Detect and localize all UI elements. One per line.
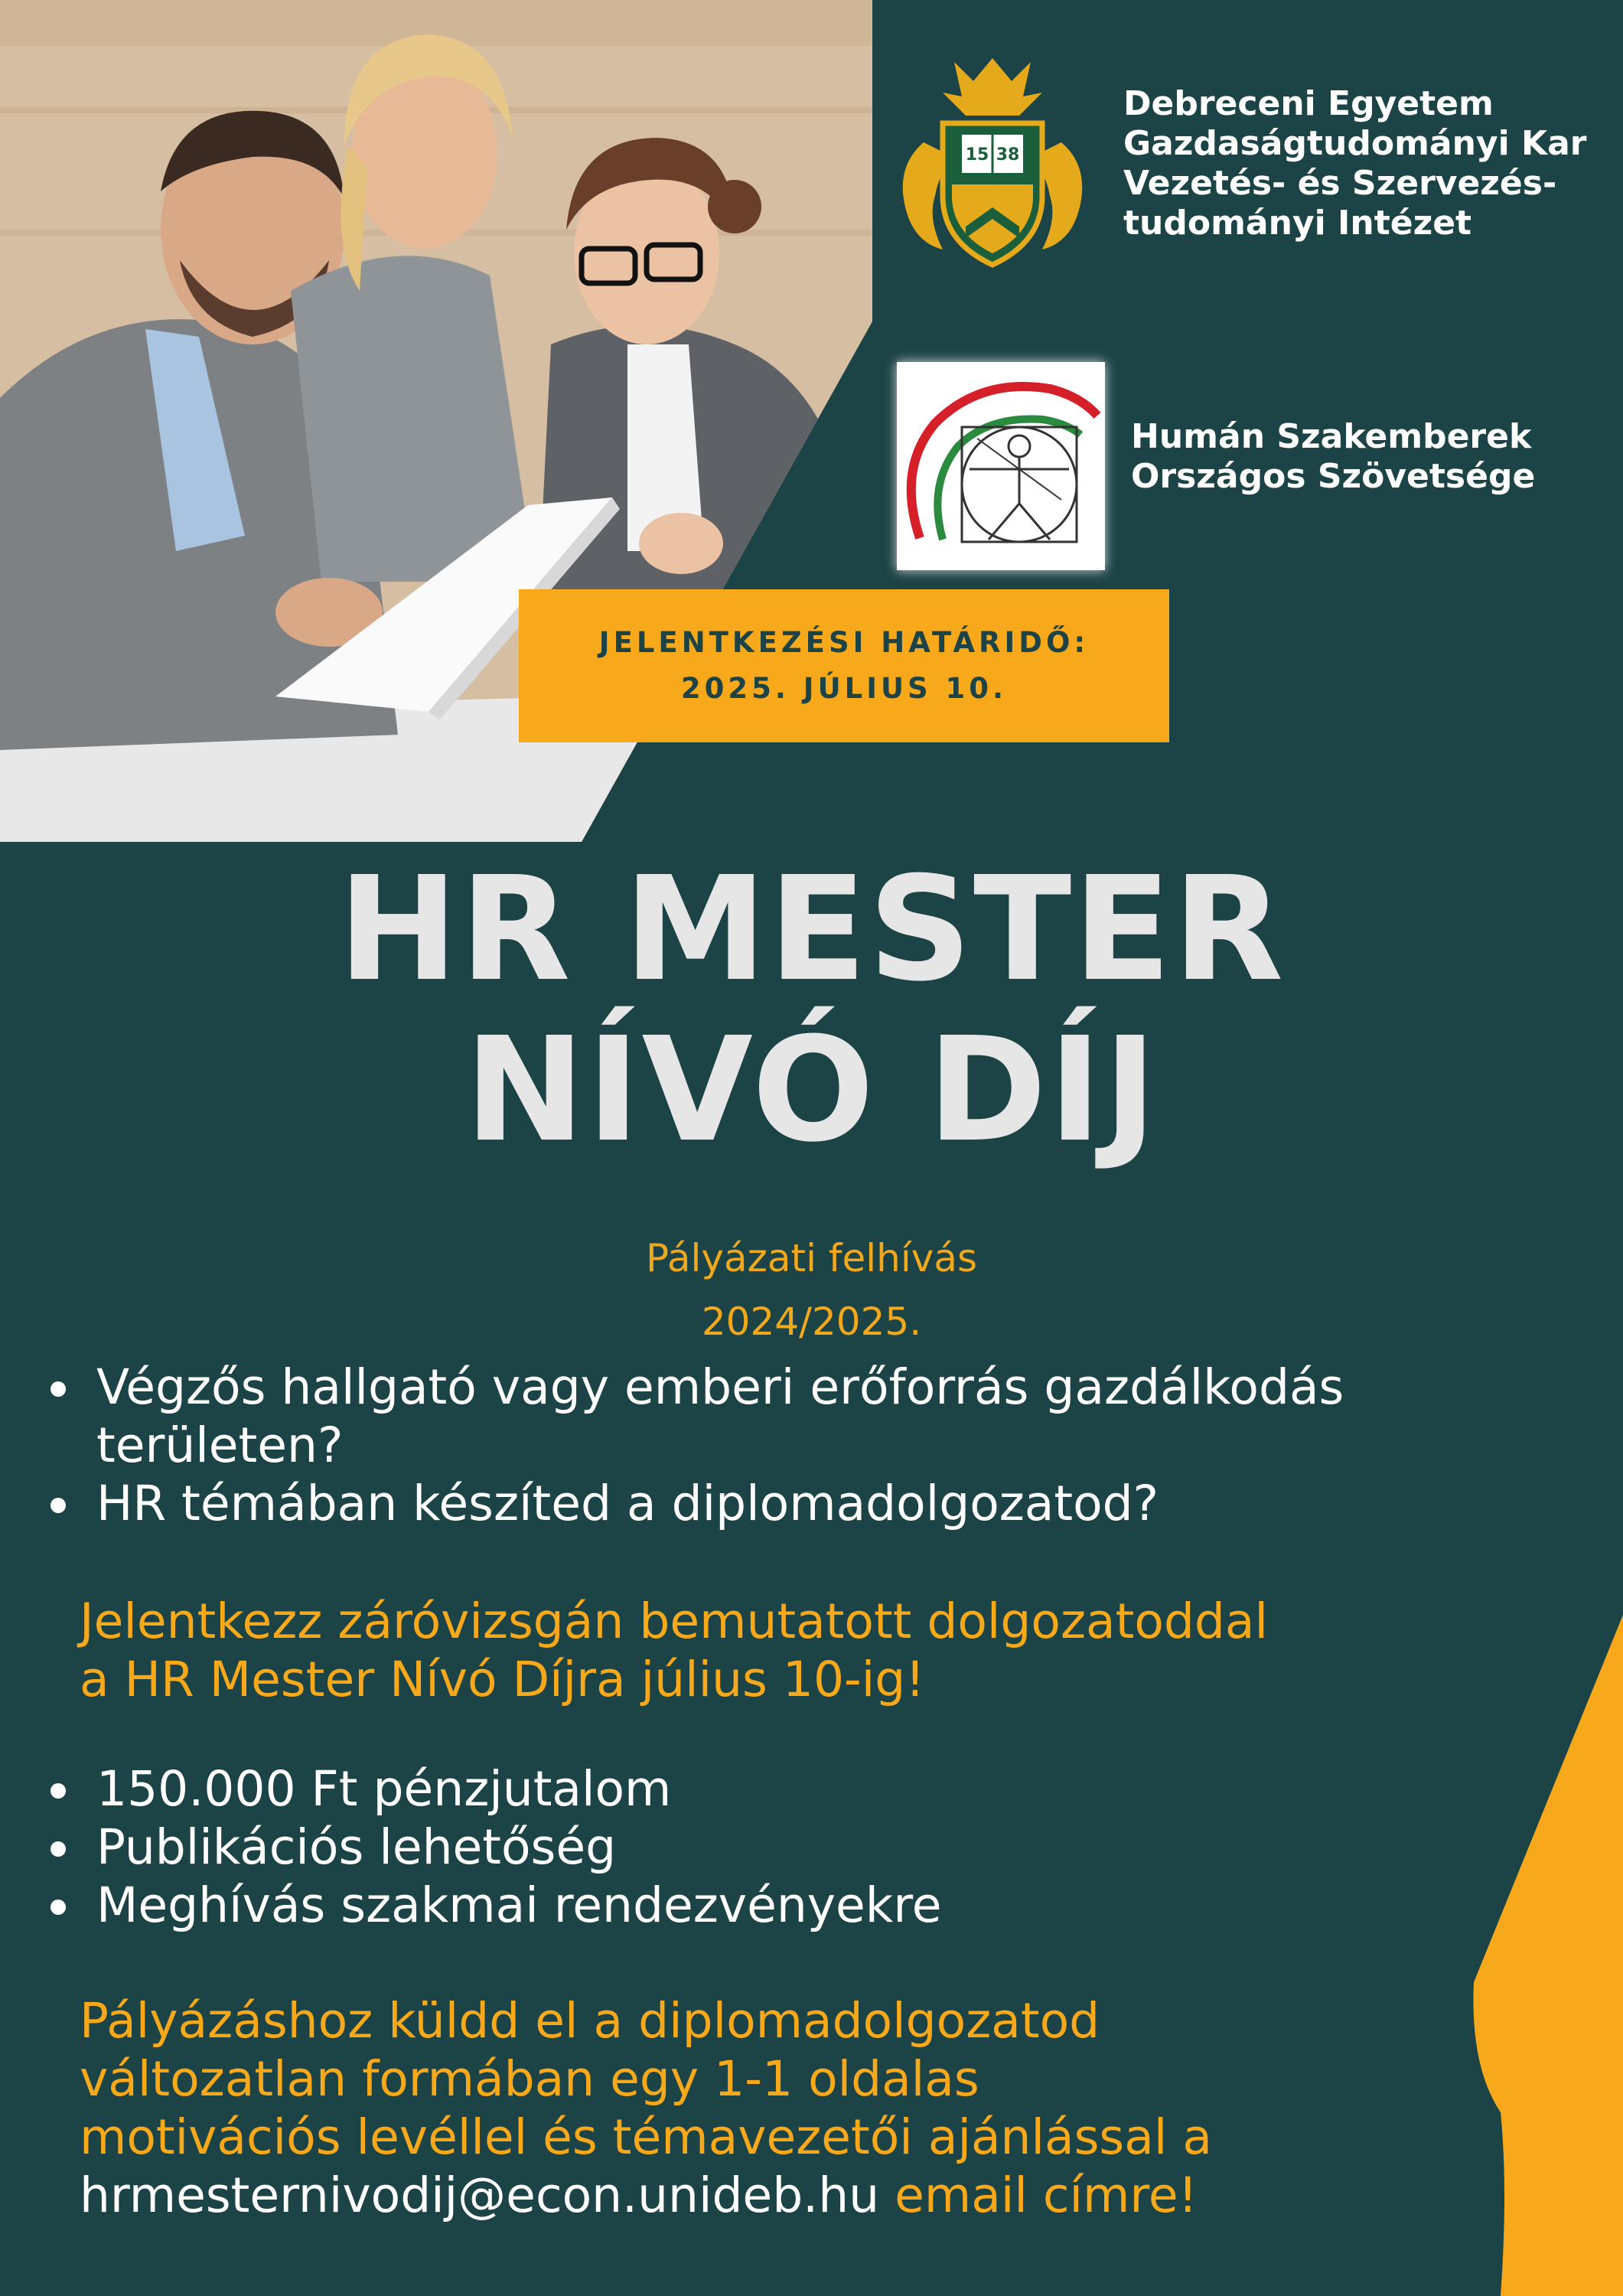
- list-item: Meghívás szakmai rendezvényekre: [44, 1877, 1269, 1935]
- apply-line-4: [80, 2167, 1457, 2225]
- list-item: Publikációs lehetőség: [44, 1818, 1269, 1877]
- question-1-line-2: területen?: [96, 1417, 344, 1473]
- subtitle-call: Pályázati felhívás: [645, 1236, 978, 1280]
- organization-name-block: [1131, 417, 1605, 497]
- subtitle: [0, 1227, 1623, 1354]
- apply-line-2: változatlan formában egy 1-1 oldalas: [80, 2051, 979, 2107]
- main-title-line-1: HR MESTER: [337, 846, 1286, 1013]
- organization-logo: [897, 362, 1105, 570]
- question-list: [44, 1358, 1613, 1533]
- benefit-list: [44, 1760, 1269, 1935]
- university-name-line: Debreceni Egyetem: [1123, 84, 1494, 123]
- faculty-name-line: Gazdaságtudományi Kar: [1123, 124, 1587, 163]
- application-instructions: [80, 1992, 1457, 2225]
- crest-year-right: 38: [996, 145, 1020, 165]
- apply-line-3: motivációs levéllel és témavezetői ajánlással a: [80, 2109, 1212, 2165]
- call-to-action: [80, 1593, 1533, 1709]
- cta-line-1: Jelentkezz záróvizsgán bemutatott dolgozatoddal: [80, 1593, 1268, 1649]
- list-item: [44, 1358, 1613, 1475]
- deadline-date: 2025. JÚLIUS 10.: [680, 672, 1008, 705]
- email-address[interactable]: hrmesternivodij@econ.unideb.hu: [80, 2167, 880, 2223]
- list-item: 150.000 Ft pénzjutalom: [44, 1760, 1269, 1818]
- subtitle-year: 2024/2025.: [701, 1300, 922, 1344]
- organization-name-line-2: Országos Szövetsége: [1131, 457, 1536, 496]
- crest-year-left: 15: [965, 145, 989, 165]
- cta-line-2: a HR Mester Nívó Díjra július 10-ig!: [80, 1652, 925, 1707]
- email-suffix: email címre!: [879, 2167, 1198, 2223]
- apply-line-1: Pályázáshoz küldd el a diplomadolgozatod: [80, 1993, 1100, 2049]
- university-crest-logo: [882, 51, 1103, 272]
- institute-name-line-2: tudományi Intézet: [1123, 204, 1472, 243]
- deadline-label: JELENTKEZÉSI HATÁRIDŐ:: [598, 626, 1090, 659]
- institute-name-line-1: Vezetés- és Szervezés-: [1123, 164, 1557, 203]
- question-1-line-1: Végzős hallgató vagy emberi erőforrás gazdálkodás: [96, 1359, 1344, 1415]
- organization-name-line-1: Humán Szakemberek: [1131, 417, 1532, 456]
- deadline-banner: [519, 589, 1169, 742]
- list-item: [44, 1475, 1613, 1533]
- question-2-line-1: HR témában készíted a diplomadolgozatod?: [96, 1476, 1159, 1531]
- main-title-line-2: NÍVÓ DÍJ: [464, 1006, 1159, 1174]
- university-name-block: [1123, 84, 1613, 243]
- main-title: [0, 846, 1623, 1174]
